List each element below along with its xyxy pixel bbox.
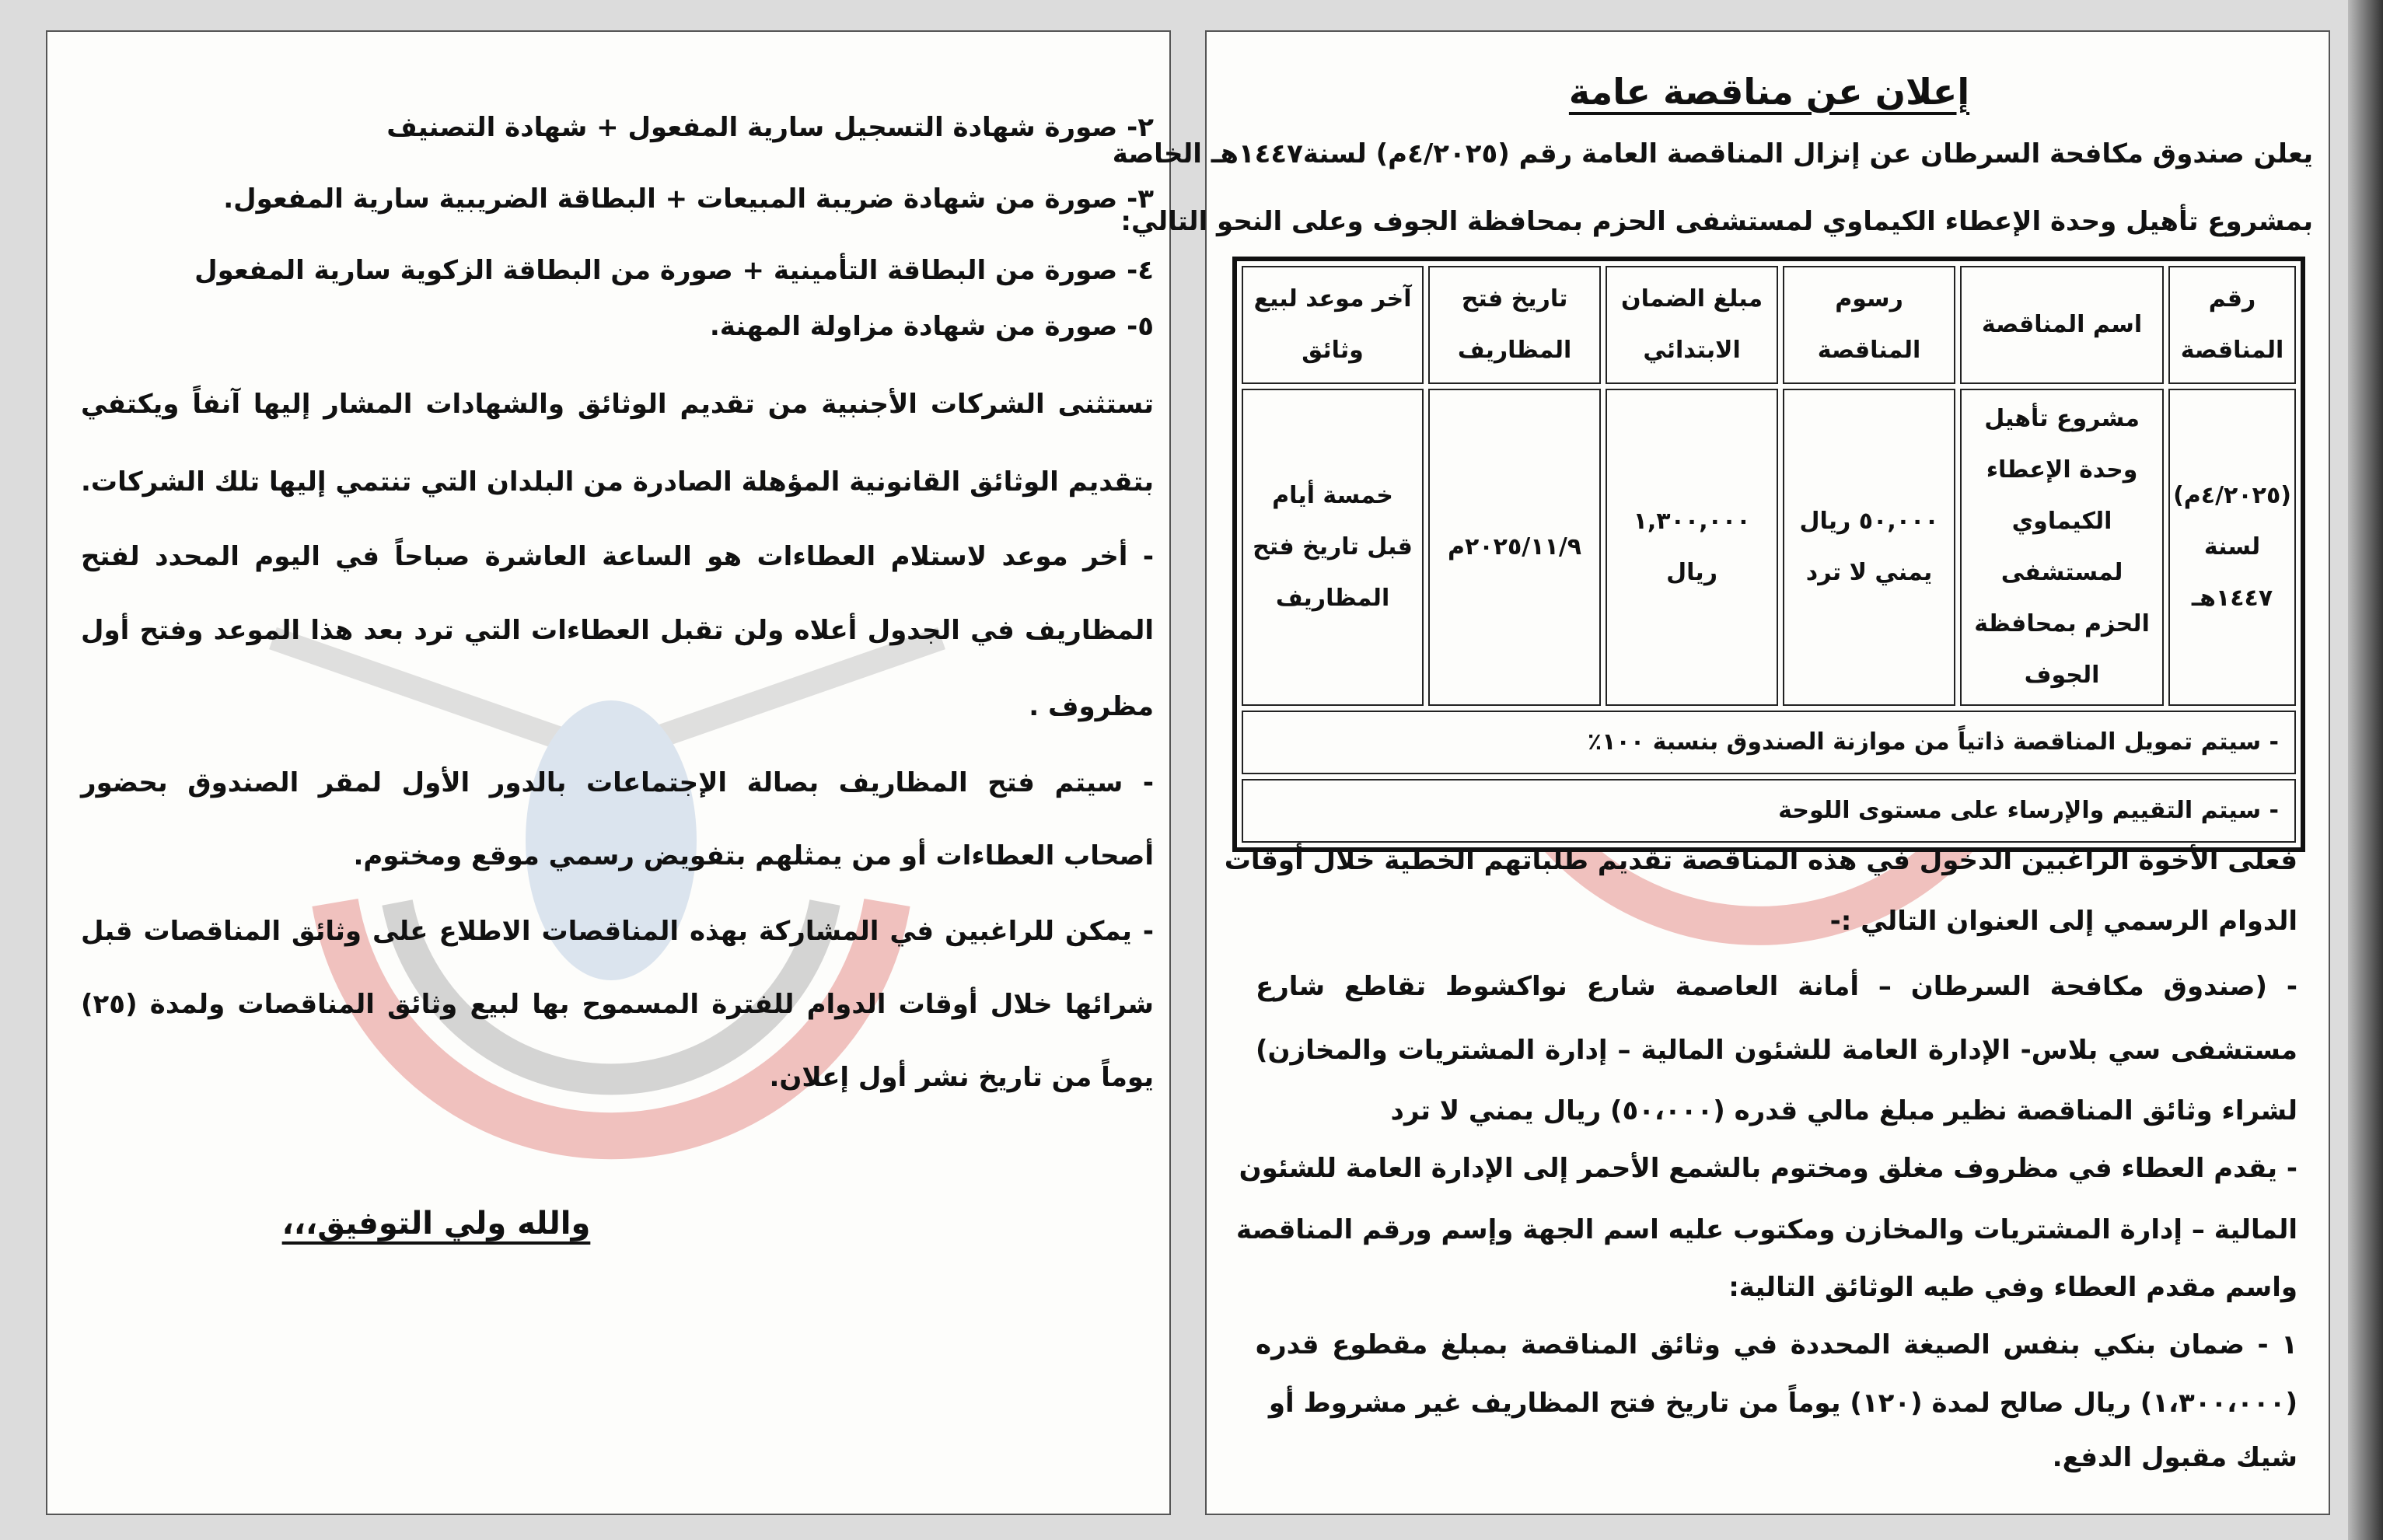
text-line: - يقدم العطاء في مظروف مغلق ومختوم بالشمع الأحمر إلى الإدارة العامة للشئون [1239, 1153, 2297, 1184]
header-cell: رقم المناقصة [2168, 266, 2296, 384]
funding-note: - سيتم تمويل المناقصة ذاتياً من موازنة الصندوق بنسبة ١٠٠٪ [1242, 711, 2296, 774]
header-cell: آخر موعد لبيع وثائق [1242, 266, 1424, 384]
text-line: لشراء وثائق المناقصة نظير مبلغ مالي قدره (٥٠،٠٠٠) ريال يمني لا ترد [1390, 1095, 2297, 1126]
text-line: يعلن صندوق مكافحة السرطان عن إنزال المناقصة العامة رقم (٤/٢٠٢٥م) لسنة١٤٤٧هـ الخاصة [1112, 138, 2313, 169]
text-line: شيك مقبول الدفع. [2052, 1442, 2297, 1473]
table-note-row [1242, 711, 2296, 774]
header-cell: تاريخ فتح المظاريف [1428, 266, 1601, 384]
cell-guarantee: ١,٣٠٠,٠٠٠ ريال [1606, 389, 1778, 706]
text-line: بمشروع تأهيل وحدة الإعطاء الكيماوي لمستشفى الحزم بمحافظة الجوف وعلى النحو التالي: [1120, 206, 2313, 237]
header-cell: اسم المناقصة [1960, 266, 2164, 384]
header-cell: رسوم المناقصة [1783, 266, 1955, 384]
text-line: بتقديم الوثائق القانونية المؤهلة الصادرة من البلدان التي تنتمي إليها تلك الشركات. [81, 466, 1154, 498]
table-note-row [1242, 779, 2296, 843]
text-line: (١،٣٠٠،٠٠٠) ريال صالح لمدة (١٢٠) يوماً من تاريخ فتح المظاريف غير مشروط أو [1268, 1388, 2297, 1419]
cell-tender-name: مشروع تأهيل وحدة الإعطاء الكيماوي لمستشفى الحزم بمحافظة الجوف [1960, 389, 2164, 706]
table-row [1242, 389, 2296, 706]
cell-sale-deadline: خمسة أيام قبل تاريخ فتح المظاريف [1242, 389, 1424, 706]
text-line: الدوام الرسمي إلى العنوان التالي :- [1829, 906, 2297, 937]
text-line: ٤- صورة من البطاقة التأمينية + صورة من البطاقة الزكوية سارية المفعول [194, 255, 1154, 286]
text-line: فعلى الأخوة الراغبين الدخول في هذه المناقصة تقديم طلباتهم الخطية خلال أوقات [1224, 845, 2297, 876]
text-line: تستثنى الشركات الأجنبية من تقديم الوثائق والشهادات المشار إليها آنفاً ويكتفي [81, 389, 1154, 420]
scan-edge [2348, 0, 2383, 1540]
text-line: ٢- صورة شهادة التسجيل سارية المفعول + شهادة التصنيف [386, 112, 1154, 143]
text-line: ١ - ضمان بنكي بنفس الصيغة المحددة في وثائق المناقصة بمبلغ مقطوع قدره [1256, 1329, 2297, 1360]
text-line: واسم مقدم العطاء وفي طيه الوثائق التالية: [1728, 1272, 2297, 1303]
text-line: ٥- صورة من شهادة مزاولة المهنة. [709, 311, 1154, 342]
text-line: - يمكن للراغبين في المشاركة بهذه المناقصات الاطلاع على وثائق المناقصات قبل [81, 916, 1154, 947]
table-header-row [1242, 266, 2296, 384]
text-line: ٣- صورة من شهادة ضريبة المبيعات + البطاقة الضريبية سارية المفعول. [223, 183, 1154, 215]
right-page [1112, 30, 2330, 1515]
text-line: - أخر موعد لاستلام العطاءات هو الساعة العاشرة صباحاً في اليوم المحدد لفتح [81, 541, 1154, 572]
tender-table [1232, 257, 2305, 852]
cell-tender-fee: ٥٠,٠٠٠ ريال يمني لا ترد [1783, 389, 1955, 706]
text-line: مظروف . [1029, 691, 1154, 722]
text-line: - سيتم فتح المظاريف بصالة الإجتماعات بالدور الأول لمقر الصندوق بحضور [81, 767, 1154, 798]
header-cell: مبلغ الضمان الابتدائي [1606, 266, 1778, 384]
cell-tender-number: (٤/٢٠٢٥م) لسنة ١٤٤٧هـ [2168, 389, 2296, 706]
text-line: المظاريف في الجدول أعلاه ولن تقبل العطاءات التي ترد بعد هذا الموعد وفتح أول [81, 615, 1154, 646]
text-line: - (صندوق مكافحة السرطان – أمانة العاصمة شارع نواكشوط تقاطع شارع [1256, 971, 2297, 1002]
text-line: المالية – إدارة المشتريات والمخازن ومكتوب عليه اسم الجهة وإسم ورقم المناقصة [1235, 1214, 2297, 1245]
text-line: مستشفى سي بلاس- الإدارة العامة للشئون المالية – إدارة المشتريات والمخازن) [1256, 1035, 2297, 1066]
page-title: إعلان عن مناقصة عامة [1568, 71, 1970, 113]
evaluation-note: - سيتم التقييم والإرساء على مستوى اللوحة [1242, 779, 2296, 843]
text-line: أصحاب العطاءات أو من يمثلهم بتفويض رسمي موقع ومختوم. [353, 840, 1154, 871]
cell-opening-date: ٢٠٢٥/١١/٩م [1428, 389, 1601, 706]
text-line: شرائها خلال أوقات الدوام للفترة المسموح بها لبيع وثائق المناقصات ولمدة (٢٥) [81, 989, 1154, 1020]
closing-text: والله ولي التوفيق،،، [281, 1206, 591, 1241]
left-page [46, 30, 1171, 1515]
text-line: يوماً من تاريخ نشر أول إعلان. [769, 1062, 1154, 1093]
